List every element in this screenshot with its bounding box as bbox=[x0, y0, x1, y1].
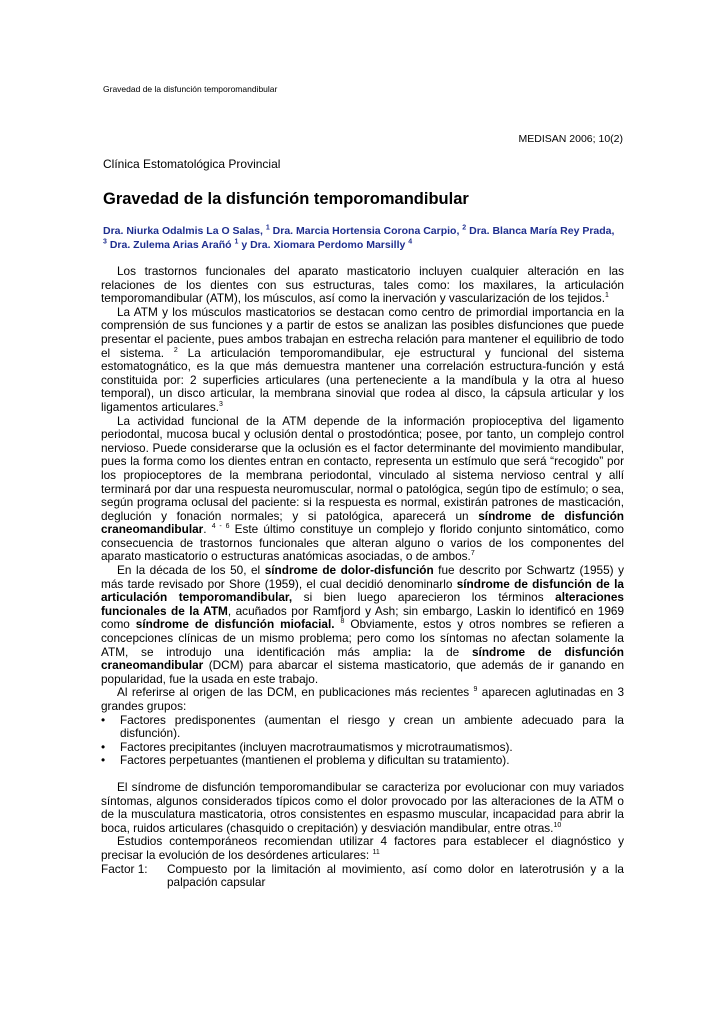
bullet: • bbox=[101, 739, 106, 754]
affiliation-mark: 2 bbox=[462, 224, 467, 232]
list-item bbox=[101, 714, 624, 741]
factor-text: Compuesto por la limitación al movimiento, así como dolor en laterotrusión y a la palpación capsular bbox=[167, 861, 624, 890]
factor-label: Factor 1: bbox=[101, 861, 148, 876]
reference-mark: 10 bbox=[553, 821, 562, 829]
paragraph bbox=[101, 686, 624, 713]
author-1: Dra. Niurka Odalmis La O Salas, bbox=[103, 225, 263, 237]
bold-term: síndrome de disfunción de la articulación temporomandibular, bbox=[101, 576, 624, 605]
text: Obviamente, estos y otros nombres se refieren a concepciones clínicas de un mismo problema; pero como los síntomas no afectan solamente la ATM, se introdujo una identificación más amplia bbox=[101, 617, 624, 659]
reference-mark: 4 - 6 bbox=[211, 523, 230, 531]
paragraph bbox=[101, 835, 624, 862]
text: , acuñados por Ramfjord y Ash; sin embargo, Laskin lo identificó en 1969 como bbox=[101, 603, 625, 632]
paragraph bbox=[101, 564, 624, 686]
list-item-text: Factores perpetuantes (mantienen el problema y dificultan su tratamiento). bbox=[120, 753, 510, 768]
reference-mark: 11 bbox=[372, 849, 380, 857]
bold-term: síndrome de disfunción craneomandibular bbox=[101, 644, 625, 673]
text: fue descrito por Schwartz (1955) y más tarde revisado por Shore (1959), el cual decidió denominarlo bbox=[101, 563, 625, 591]
text: (DCM) para abarcar el sistema masticatorio, que además de ir ganando en popularidad, fue la usada en este trabajo. bbox=[101, 658, 625, 686]
bold-term: : bbox=[407, 644, 412, 659]
text: . bbox=[203, 522, 207, 537]
text: La articulación temporomandibular, eje estructural y funcional del sistema estomatognático, es la que más demuestra mantener una correlación estructura-función y está constituida por: 2 superficies articulares (una perteneciente a la mandíbula y la otra al hueso temporal), un disco articular, la membrana sinovial que rodea al disco, la cápsula articular y los ligamentos articulares. bbox=[101, 345, 624, 414]
reference-mark: 8 bbox=[340, 618, 345, 626]
text: si bien luego aparecieron los términos bbox=[303, 590, 544, 605]
article-body bbox=[101, 265, 624, 890]
institution: Clínica Estomatológica Provincial bbox=[103, 157, 281, 171]
factor-group-list bbox=[101, 714, 624, 768]
list-item bbox=[101, 754, 624, 768]
reference-mark: 9 bbox=[473, 686, 478, 694]
text: Este último constituye un complejo y florido conjunto sintomático, como consecuencia de trastornos funcionales que alteran alguno o varios de los componentes del aparato masticatorio o estructuras anatómicas asociadas, o de ambos. bbox=[101, 522, 624, 564]
factor-1-row bbox=[101, 863, 624, 890]
article-title: Gravedad de la disfunción temporomandibular bbox=[103, 190, 469, 208]
affiliation-mark: 1 bbox=[265, 224, 270, 232]
affiliation-mark: 1 bbox=[234, 238, 239, 245]
affiliation-mark: 4 bbox=[408, 238, 413, 245]
text: El síndrome de disfunción temporomandibular se caracteriza por evolucionar con muy variados síntomas, algunos considerados típicos como el dolor provocado por las alteraciones de la ATM o de la musculatura masticatoria, otros consistentes en espasmo muscular, incapacidad para abrir la boca, ruidos articulares (chasquido o crepitación) y desviación mandibular, entre otras. bbox=[101, 779, 624, 835]
bullet: • bbox=[101, 712, 106, 727]
author-2: Dra. Marcia Hortensia Corona Carpio, bbox=[272, 225, 460, 237]
bold-term: síndrome de dolor-disfunción bbox=[264, 563, 434, 578]
text: Los trastornos funcionales del aparato masticatorio incluyen cualquier alteración en las relaciones de los dientes con sus estructuras, tales como: los maxilares, la articulación temporomandibular (ATM), los músculos, así como la inervación y vascularización de los tejidos. bbox=[101, 264, 624, 306]
journal-reference: MEDISAN 2006; 10(2) bbox=[518, 133, 623, 145]
paragraph bbox=[101, 306, 624, 415]
bold-term: alteraciones funcionales de la ATM bbox=[101, 590, 624, 618]
bold-term: síndrome de disfunción craneomandibular bbox=[101, 508, 624, 537]
reference-mark: 1 bbox=[604, 292, 609, 300]
reference-mark: 3 bbox=[219, 401, 223, 409]
text: aparecen aglutinadas en 3 grandes grupos: bbox=[101, 685, 625, 713]
text: En la década de los 50, el bbox=[117, 563, 261, 578]
reference-mark: 2 bbox=[173, 346, 178, 354]
text: Al referirse al origen de las DCM, en publicaciones más recientes bbox=[117, 685, 470, 700]
text: la de bbox=[424, 644, 460, 659]
author-list bbox=[103, 225, 623, 252]
reference-mark: 7 bbox=[470, 550, 475, 558]
text: Estudios contemporáneos recomiendan utilizar 4 factores para establecer el diagnóstico y precisar la evolución de los desórdenes articulares: bbox=[101, 834, 624, 862]
author-5: y Dra. Xiomara Perdomo Marsilly bbox=[241, 238, 406, 251]
running-header: Gravedad de la disfunción temporomandibular bbox=[103, 84, 278, 94]
list-item bbox=[101, 741, 624, 755]
paragraph bbox=[101, 781, 624, 835]
author-3: Dra. Blanca María Rey Prada, bbox=[469, 225, 615, 237]
list-item-text: Factores predisponentes (aumentan el riesgo y crean un ambiente adecuado para la disfunción). bbox=[120, 712, 624, 741]
affiliation-mark: 3 bbox=[103, 238, 107, 245]
bullet: • bbox=[101, 753, 106, 768]
text: La actividad funcional de la ATM depende de la información propioceptiva del ligamento periodontal, mucosa bucal y oclusión dental o prostodóntica; posee, por tanto, un complejo control nervioso. Puede considerarse que la oclusión es el factor determinante del movimiento mandibular, pues la forma como los dientes entran en contacto, representa un estímulo que será “recogido” por los propioceptores de la membrana periodontal, vinculado al sistema nervioso central y allí terminará por dar una respuesta neuromuscular, normal o patológica, según tipo de estímulo; o sea, según programa oclusal del paciente: si la respuesta es normal, existirán patrones de masticación, deglución y fonación normales; y si patológica, aparecerá un bbox=[101, 413, 624, 523]
paragraph bbox=[101, 265, 624, 306]
bold-term: síndrome de disfunción miofacial. bbox=[135, 617, 335, 632]
list-item-text: Factores precipitantes (incluyen macrotraumatismos y microtraumatismos). bbox=[120, 739, 513, 754]
paragraph bbox=[101, 415, 624, 565]
text: La ATM y los músculos masticatorios se destacan como centro de primordial importancia en la comprensión de sus funciones y a partir de estos se analizan las posibles disfunciones que puede presentar el paciente, pues ambos trabajan en estrecha relación para mantener el equilibrio de todo el sistema. bbox=[101, 304, 624, 360]
author-4: Dra. Zulema Arias Arañó bbox=[109, 238, 232, 251]
